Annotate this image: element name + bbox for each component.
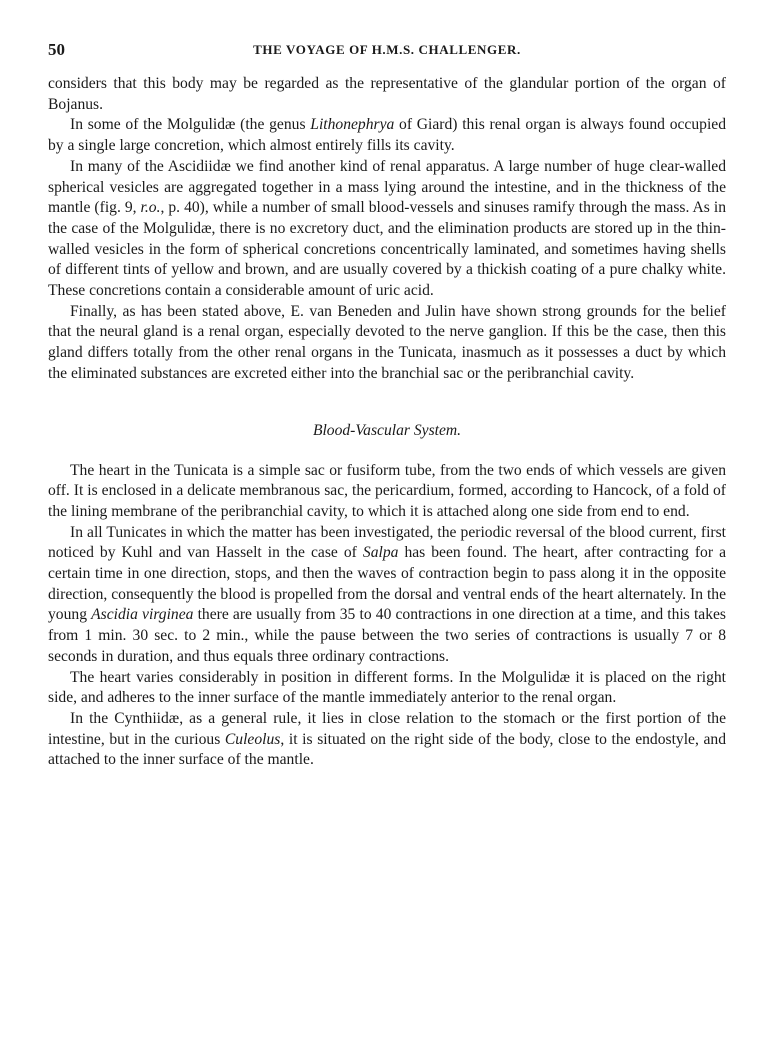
page-header: [48, 40, 726, 64]
page-number: 50: [48, 40, 65, 59]
text-run: In all Tunicates in which the matter has been investigated, the periodic reversal of the blood current, first noticed by Kuhl and van Hasselt in the case of: [48, 523, 726, 562]
paragraph-p8: [48, 709, 726, 771]
italic-term: Ascidia virginea: [91, 606, 194, 624]
text-run: there are usually from 35 to 40 contractions in one direction at a time, and this takes from 1 min. 30 sec. to 2 min., while the pause between the two series of contractions is usually 7 or 8 seconds in duration, and thus equals three ordinary contractions.: [48, 606, 726, 665]
paragraph-p6: [48, 523, 726, 668]
text-run: In the Cynthiidæ, as a general rule, it lies in close relation to the stomach or the first portion of the intestine, but in the curious: [48, 709, 726, 748]
text-run: In many of the Ascidiidæ we find another kind of renal apparatus. A large number of huge clear-walled spherical vesicles are aggregated together in a mass lying around the intestine, and in the thickness of the mantle (fig. 9,: [48, 157, 726, 217]
italic-term: r.o.: [140, 199, 161, 217]
text-run: The heart varies considerably in position in different forms. In the Molgulidæ it is placed on the right side, and adheres to the inner surface of the mantle immediately anterior to the renal organ.: [48, 668, 726, 707]
italic-term: Salpa: [362, 544, 399, 562]
paragraph-p2: [48, 115, 726, 156]
running-head: THE VOYAGE OF H.M.S. CHALLENGER.: [253, 42, 521, 57]
italic-term: Culeolus: [224, 730, 281, 748]
document-page: [48, 40, 726, 771]
paragraph-p5: [48, 461, 726, 523]
text-run: , p. 40), while a number of small blood-vessels and sinuses ramify through the mass. As in the case of the Molgulidæ, there is no excretory duct, and the elimination products are stored up in the thin-walled vesicles in the form of spherical concretions concentrically laminated, and sometimes having shells of different tints of yellow and brown, and are usually covered by a thickish coating of a pure chalky white. These concretions contain a considerable amount of uric acid.: [48, 199, 726, 300]
text-run: of Giard) this renal organ is always found occupied by a single large concretion, which almost entirely fills its cavity.: [48, 116, 727, 155]
paragraph-p3: [48, 157, 726, 302]
paragraph-p4: [48, 302, 726, 385]
text-run: considers that this body may be regarded as the representative of the glandular portion of the organ of Bojanus.: [48, 75, 726, 113]
paragraph-p1: [48, 74, 726, 115]
text-run: In some of the Molgulidæ (the genus: [70, 116, 311, 134]
body-text-top: [48, 74, 726, 385]
text-run: The heart in the Tunicata is a simple sac or fusiform tube, from the two ends of which vessels are given off. It is enclosed in a delicate membranous sac, the pericardium, formed, according to Hancock, of a fold of the lining membrane of the peribranchial cavity, to which it is attached along one side from end to end.: [48, 461, 726, 520]
text-run: Finally, as has been stated above, E. van Beneden and Julin have shown strong grounds for the belief that the neural gland is a renal organ, especially devoted to the nerve ganglion. If this be the case, then this gland differs totally from the other renal organs in the Tunicata, inasmuch as it possesses a duct by which the eliminated substances are excreted either into the branchial sac or the peribranchial cavity.: [48, 302, 726, 382]
paragraph-p7: [48, 668, 726, 709]
text-run: has been found. The heart, after contracting for a certain time in one direction, stops, and then the waves of contraction begin to pass along it in the opposite direction, consequently the blood is propelled from the dorsal and ventral ends of the heart alternately. In the young: [48, 544, 726, 624]
section-heading: Blood-Vascular System.: [312, 421, 462, 439]
text-run: , it is situated on the right side of the body, close to the endostyle, and attached to the inner surface of the mantle.: [48, 730, 726, 769]
body-text-bottom: [48, 461, 726, 772]
italic-term: Lithonephrya: [310, 116, 395, 134]
